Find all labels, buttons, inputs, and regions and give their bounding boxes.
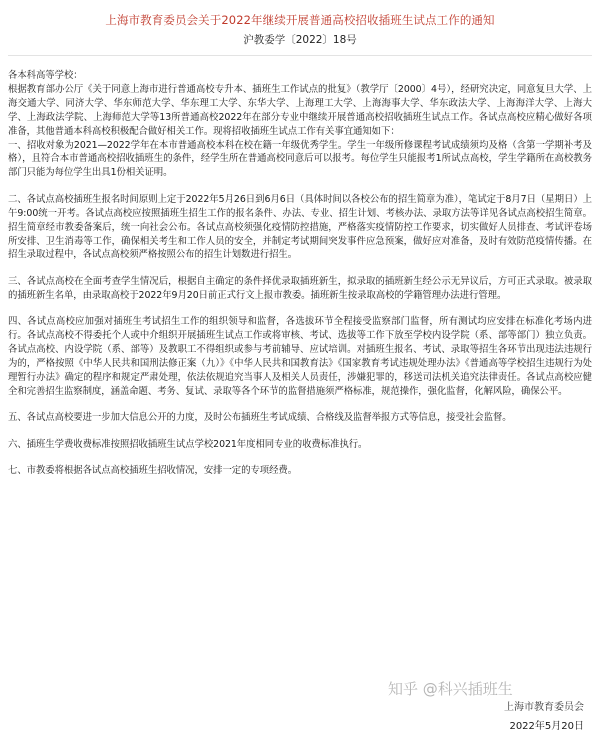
signature-block <box>284 701 584 733</box>
salutation: 各本科高等学校： <box>8 70 83 81</box>
paragraph-gap <box>8 303 592 316</box>
document-number: 沪教委学〔2022〕18号 <box>243 34 357 46</box>
section-2: 二、各试点高校插班生报名时间原则上定于2022年5月26日到6月6日（具体时间以各校公布的招生简章为准），笔试定于8月7日（星期日）上午9:00统一开考。各试点高校应按照插班生招生工作的报名条件、办法、专业、招生计划、考核办法、录取方法等详见各试点高校招生简章。招生简章经市教委备案后，统一向社会公布。各试点高校须强化疫情防控措施，严格落实疫情防控工作要求，切实做好人员排查、考试评卷场所安排、卫生消毒等工作，确保相关考生和工作人员的安全，并制定考试期间突发事件应急预案，做好应对准备，及时有效防范疫情传播。在招生录取过程中，各试点高校须严格按照公布的招生计划数进行招生。 <box>8 193 592 261</box>
intro-paragraph: 根据教育部办公厅《关于同意上海市进行普通高校专升本、插班生工作试点的批复》（教学厅〔2000〕4号），经研究决定，同意复旦大学、上海交通大学、同济大学、华东师范大学、华东理工大学、东华大学、上海理工大学、上海海事大学、华东政法大学、上海海洋大学、上海大学、上海政法学院、上海师范大学等13所普通高校2022年在部分专业中继续开展普通高校招收插班生试点工作。各试点高校应精心做好各项准备，其他普通本科高校积极配合做好相关工作。现将招收插班生试点工作有关事宜通知如下： <box>8 83 592 137</box>
paragraph-gap <box>8 425 592 438</box>
section-6: 六、插班生学费收费标准按照招收插班生试点学校2021年度相同专业的收费标准执行。 <box>8 438 368 450</box>
document-title: 上海市教育委员会关于2022年继续开展普通高校招收插班生试点工作的通知 <box>105 13 495 27</box>
section-7: 七、市教委将根据各试点高校插班生招收情况，安排一定的专项经费。 <box>8 465 298 477</box>
zhihu-watermark: 知乎 @科兴插班生 <box>388 680 513 698</box>
section-1: 一、招收对象为2021—2022学年在本市普通高校本科在校在籍一年级优秀学生。学生一年级所修课程考试成绩须均及格（含第一学期补考及格），且符合本市普通高校招收插班生的条件，经学生所在普通高校同意后可以报考。每位学生只能报考1所试点高校，学生学籍所在高校教务部门只能为每位学生出具1份相关证明。 <box>8 139 592 179</box>
paragraph-gap <box>8 262 592 275</box>
paragraph-gap <box>8 452 592 465</box>
header-divider <box>8 55 592 56</box>
section-4: 四、各试点高校应加强对插班生考试招生工作的组织领导和监督，各选拔环节全程接受监察部门监督，所有测试均应安排在标准化考场内进行。各试点高校不得委托个人或中介组织开展插班生试点工作或将审核、考试、选拔等工作下放至学校内设学院（系、部等部门）独立负责。各试点高校、内设学院（系、部等）及教职工不得组织或参与考前辅导、应试培训。对插班生报名、考试、录取等招生各环节出现违法违规行为的，严格按照《中华人民共和国刑法修正案（九）》《中华人民共和国教育法》《国家教育考试违规处理办法》《普通高等学校招生违规行为处理暂行办法》确定的程序和规定严肃处理，依法依规追究当事人及相关人员责任，涉嫌犯罪的，移送司法机关追究法律责任。各试点高校应健全和完善招生监察制度，涵盖命题、考务、复试、录取等各个环节的监督措施须严格标准，规范操作，强化监督，化解风险，确保公平。 <box>8 316 592 397</box>
issue-date: 2022年5月20日 <box>509 721 584 732</box>
document-body <box>8 69 592 478</box>
section-5: 五、各试点高校要进一步加大信息公开的力度，及时公布插班生考试成绩、合格线及监督举报方式等信息，接受社会监督。 <box>8 412 512 424</box>
paragraph-gap <box>8 399 592 412</box>
issuer-name: 上海市教育委员会 <box>504 702 584 713</box>
paragraph-gap <box>8 180 592 193</box>
section-3: 三、各试点高校在全面考查学生情况后，根据自主确定的条件择优录取插班新生，拟录取的插班新生经公示无异议后，方可正式录取。被录取的插班新生名单，由录取高校于2022年9月20日前正式行文上报市教委。插班新生按录取高校的学籍管理办法进行管理。 <box>8 275 592 301</box>
